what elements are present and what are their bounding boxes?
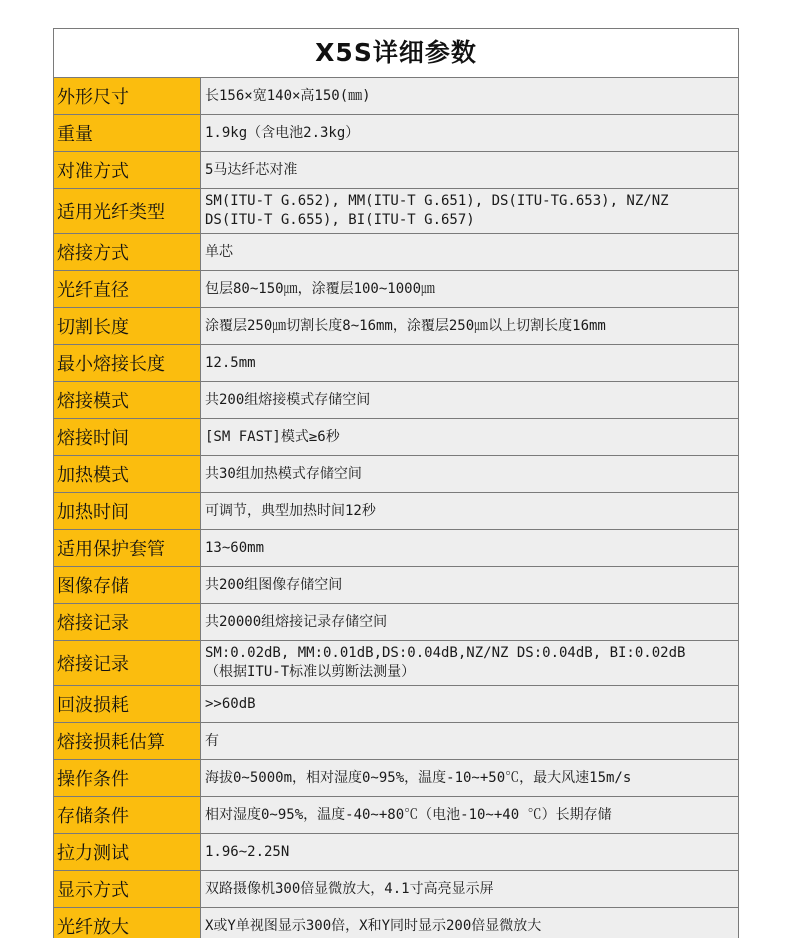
spec-value: 可调节，典型加热时间12秒 <box>201 493 738 529</box>
spec-row <box>54 567 738 604</box>
spec-row <box>54 189 738 234</box>
spec-label: 熔接记录 <box>54 604 201 640</box>
spec-row <box>54 308 738 345</box>
spec-label: 图像存储 <box>54 567 201 603</box>
spec-title: X5S详细参数 <box>54 29 738 78</box>
spec-value: X或Y单视图显示300倍，X和Y同时显示200倍显微放大 <box>201 908 738 938</box>
spec-row <box>54 382 738 419</box>
spec-label: 光纤放大 <box>54 908 201 938</box>
spec-row <box>54 834 738 871</box>
spec-label: 操作条件 <box>54 760 201 796</box>
spec-row <box>54 908 738 938</box>
spec-label: 外形尺寸 <box>54 78 201 114</box>
spec-value: 13~60mm <box>201 530 738 566</box>
spec-value: 涂覆层250㎛切割长度8~16mm，涂覆层250㎛以上切割长度16mm <box>201 308 738 344</box>
spec-value: SM:0.02dB, MM:0.01dB,DS:0.04dB,NZ/NZ DS:0.04dB, BI:0.02dB （根据ITU-T标准以剪断法测量） <box>201 641 738 685</box>
spec-label: 显示方式 <box>54 871 201 907</box>
spec-label: 熔接方式 <box>54 234 201 270</box>
spec-row <box>54 456 738 493</box>
spec-label: 适用光纤类型 <box>54 189 201 233</box>
spec-row <box>54 723 738 760</box>
spec-value: 长156×宽140×高150(㎜) <box>201 78 738 114</box>
spec-value: 双路摄像机300倍显微放大，4.1寸高亮显示屏 <box>201 871 738 907</box>
spec-row <box>54 78 738 115</box>
spec-label: 加热模式 <box>54 456 201 492</box>
spec-label: 重量 <box>54 115 201 151</box>
spec-row <box>54 760 738 797</box>
spec-value: 有 <box>201 723 738 759</box>
spec-label: 光纤直径 <box>54 271 201 307</box>
spec-value: 1.9kg（含电池2.3kg） <box>201 115 738 151</box>
spec-value: 包层80~150㎛，涂覆层100~1000㎛ <box>201 271 738 307</box>
spec-value: SM(ITU-T G.652), MM(ITU-T G.651), DS(ITU-TG.653), NZ/NZ DS(ITU-T G.655), BI(ITU-T G.657) <box>201 189 738 233</box>
spec-label: 最小熔接长度 <box>54 345 201 381</box>
spec-value: 相对湿度0~95%，温度-40~+80℃（电池-10~+40 ℃）长期存储 <box>201 797 738 833</box>
spec-label: 加热时间 <box>54 493 201 529</box>
spec-row <box>54 871 738 908</box>
spec-row <box>54 271 738 308</box>
spec-label: 适用保护套管 <box>54 530 201 566</box>
spec-table <box>53 28 739 938</box>
spec-label: 对准方式 <box>54 152 201 188</box>
spec-value: 共30组加热模式存储空间 <box>201 456 738 492</box>
spec-value: [SM FAST]模式≥6秒 <box>201 419 738 455</box>
spec-row <box>54 797 738 834</box>
spec-row <box>54 345 738 382</box>
spec-value: 共200组图像存储空间 <box>201 567 738 603</box>
spec-label: 切割长度 <box>54 308 201 344</box>
spec-label: 熔接模式 <box>54 382 201 418</box>
spec-value: 1.96~2.25N <box>201 834 738 870</box>
spec-label: 拉力测试 <box>54 834 201 870</box>
spec-row <box>54 641 738 686</box>
spec-label: 熔接记录 <box>54 641 201 685</box>
spec-label: 熔接损耗估算 <box>54 723 201 759</box>
spec-row <box>54 530 738 567</box>
spec-value: 海拔0~5000m，相对湿度0~95%，温度-10~+50℃，最大风速15m/s <box>201 760 738 796</box>
spec-value: 共20000组熔接记录存储空间 <box>201 604 738 640</box>
spec-row <box>54 115 738 152</box>
spec-value: 5马达纤芯对准 <box>201 152 738 188</box>
spec-row <box>54 419 738 456</box>
spec-row <box>54 493 738 530</box>
spec-row <box>54 686 738 723</box>
spec-row <box>54 152 738 189</box>
spec-row <box>54 234 738 271</box>
spec-row <box>54 604 738 641</box>
spec-value: 12.5mm <box>201 345 738 381</box>
spec-value: >>60dB <box>201 686 738 722</box>
spec-label: 存储条件 <box>54 797 201 833</box>
spec-label: 熔接时间 <box>54 419 201 455</box>
spec-label: 回波损耗 <box>54 686 201 722</box>
spec-value: 单芯 <box>201 234 738 270</box>
spec-value: 共200组熔接模式存储空间 <box>201 382 738 418</box>
